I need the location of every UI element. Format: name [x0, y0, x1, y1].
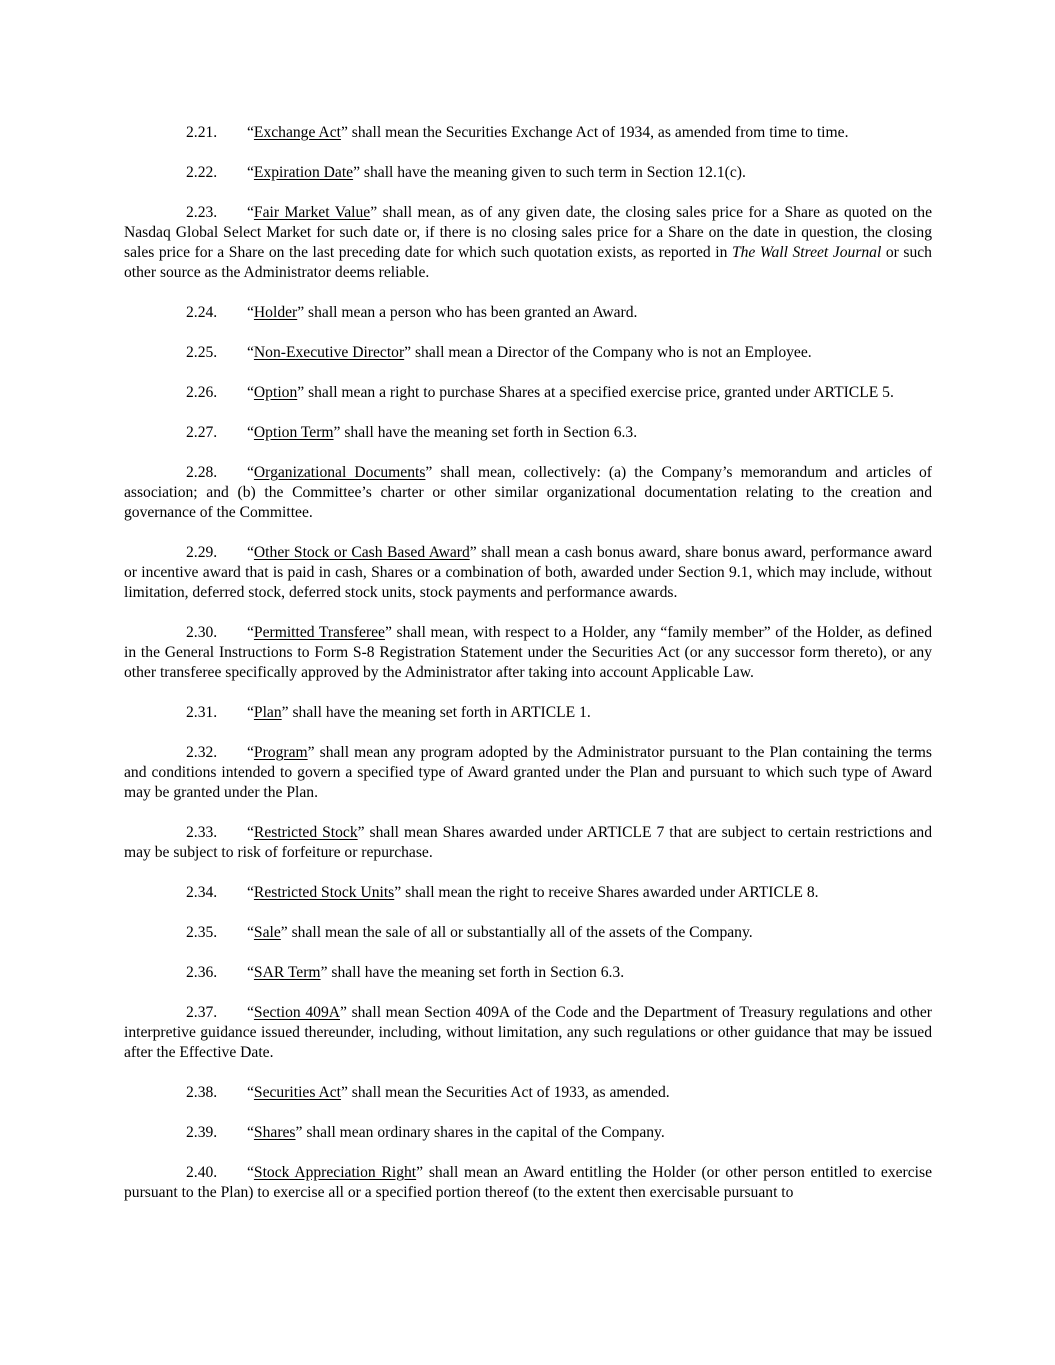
definition-text: ” shall mean, as of any given date, the closing sales price for a Share as quoted on the Nasdaq Global Select Market for such date or, if there is no closing sales price for a Share on the date in question, the closing sales price for a Share on the last preceding date for which such quotation exists, as reported in [124, 204, 932, 261]
definition-2-34: 2.34. “Restricted Stock Units” shall mean the right to receive Shares awarded under ARTICLE 8. [186, 884, 819, 901]
definition-2-24: 2.24. “Holder” shall mean a person who has been granted an Award. [186, 304, 638, 321]
definition-2-31: 2.31. “Plan” shall have the meaning set forth in ARTICLE 1. [186, 704, 591, 721]
section-number: 2.29. [186, 544, 218, 561]
defined-term: Restricted Stock Units [253, 884, 395, 901]
definition-text: ” shall mean Shares awarded under ARTICLE 7 that are subject to certain restrictions and may be subject to risk of forfeiture or repurchase. [124, 824, 932, 861]
definition-text: ” shall have the meaning set forth in Section 6.3. [320, 964, 625, 981]
definition-2-21: 2.21. “Exchange Act” shall mean the Securities Exchange Act of 1934, as amended from time to time. [186, 124, 849, 141]
document-page [124, 123, 932, 1223]
defined-term: Shares [253, 1124, 296, 1141]
definition-2-32: 2.32. “Program” shall mean any program adopted by the Administrator pursuant to the Plan containing the terms and conditions intended to govern a specified type of Award granted under the Plan and pursuant to which such type of Award may be granted under the Plan. [124, 744, 932, 801]
defined-term: Sale [253, 924, 281, 941]
section-number: 2.30. [186, 624, 218, 641]
defined-term: Other Stock or Cash Based Award [253, 544, 470, 561]
definition-2-37: 2.37. “Section 409A” shall mean Section 409A of the Code and the Department of Treasury regulations and other interpretive guidance issued thereunder, including, without limitation, any such regulations or other guidance that may be issued after the Effective Date. [124, 1004, 932, 1061]
definition-text: ” shall mean, with respect to a Holder, any “family member” of the Holder, as defined in the General Instructions to Form S-8 Registration Statement under the Securities Act (or any successor form thereto), or any other transferee specifically approved by the Administrator after taking into account Applicable Law. [124, 624, 932, 681]
defined-term: Fair Market Value [253, 204, 371, 221]
definition-text: ” shall have the meaning set forth in ARTICLE 1. [281, 704, 591, 721]
defined-term: Program [253, 744, 308, 761]
defined-term: Option [253, 384, 298, 401]
definition-2-33: 2.33. “Restricted Stock” shall mean Shares awarded under ARTICLE 7 that are subject to certain restrictions and may be subject to risk of forfeiture or repurchase. [124, 824, 932, 861]
definition-2-29: 2.29. “Other Stock or Cash Based Award” shall mean a cash bonus award, share bonus award, performance award or incentive award that is paid in cash, Shares or a combination of both, awarded under Section 9.1, which may include, without limitation, deferred stock, deferred stock units, stock payments and performance awards. [124, 544, 932, 601]
defined-term: Option Term [253, 424, 334, 441]
defined-term: Expiration Date [253, 164, 354, 181]
definition-text: ” shall mean Section 409A of the Code and the Department of Treasury regulations and other interpretive guidance issued thereunder, including, without limitation, any such regulations or other guidance that may be issued after the Effective Date. [124, 1004, 932, 1061]
definition-text: ” shall mean the Securities Act of 1933, as amended. [340, 1084, 670, 1101]
section-number: 2.26. [186, 384, 218, 401]
definition-2-22: 2.22. “Expiration Date” shall have the meaning given to such term in Section 12.1(c). [186, 164, 746, 181]
defined-term: Permitted Transferee [253, 624, 385, 641]
section-number: 2.34. [186, 884, 218, 901]
section-number: 2.23. [186, 204, 218, 221]
section-number: 2.21. [186, 124, 218, 141]
definition-text-continued: or such other source as the Administrator deems reliable. [124, 244, 932, 281]
publication-title: The Wall Street Journal [731, 244, 882, 261]
definition-2-26: 2.26. “Option” shall mean a right to purchase Shares at a specified exercise price, granted under ARTICLE 5. [186, 384, 894, 401]
definition-text: ” shall have the meaning set forth in Section 6.3. [333, 424, 638, 441]
section-number: 2.24. [186, 304, 218, 321]
section-number: 2.35. [186, 924, 218, 941]
definition-text: ” shall mean the Securities Exchange Act of 1934, as amended from time to time. [340, 124, 849, 141]
definition-2-30: 2.30. “Permitted Transferee” shall mean, with respect to a Holder, any “family member” of the Holder, as defined in the General Instructions to Form S-8 Registration Statement under the Securities Act (or any successor form thereto), or any other transferee specifically approved by the Administrator after taking into account Applicable Law. [124, 624, 932, 681]
definition-text: ” shall mean the sale of all or substantially all of the assets of the Company. [280, 924, 753, 941]
section-number: 2.37. [186, 1004, 218, 1021]
definition-2-39: 2.39. “Shares” shall mean ordinary shares in the capital of the Company. [186, 1124, 665, 1141]
section-number: 2.40. [186, 1164, 218, 1181]
definition-2-38: 2.38. “Securities Act” shall mean the Securities Act of 1933, as amended. [186, 1084, 670, 1101]
definition-2-35: 2.35. “Sale” shall mean the sale of all or substantially all of the assets of the Company. [186, 924, 753, 941]
section-number: 2.32. [186, 744, 218, 761]
section-number: 2.39. [186, 1124, 218, 1141]
section-number: 2.36. [186, 964, 218, 981]
definition-2-27: 2.27. “Option Term” shall have the meaning set forth in Section 6.3. [186, 424, 638, 441]
definition-text: ” shall mean a cash bonus award, share bonus award, performance award or incentive award that is paid in cash, Shares or a combination of both, awarded under Section 9.1, which may include, without limitation, deferred stock, deferred stock units, stock payments and performance awards. [124, 544, 932, 601]
definition-text: ” shall mean ordinary shares in the capital of the Company. [295, 1124, 665, 1141]
definition-text: ” shall mean an Award entitling the Holder (or other person entitled to exercise pursuant to the Plan) to exercise all or a specified portion thereof (to the extent then exercisable pursuant to [124, 1164, 932, 1201]
defined-term: Organizational Documents [253, 464, 426, 481]
section-number: 2.22. [186, 164, 218, 181]
defined-term: Securities Act [253, 1084, 341, 1101]
defined-term: Plan [253, 704, 282, 721]
section-number: 2.28. [186, 464, 218, 481]
defined-term: SAR Term [253, 964, 321, 981]
defined-term: Stock Appreciation Right [253, 1164, 417, 1181]
definition-2-23: 2.23. “Fair Market Value” shall mean, as of any given date, the closing sales price for a Share as quoted on the Nasdaq Global Select Market for such date or, if there is no closing sales price for a Share on the date in question, the closing sales price for a Share on the last preceding date for which such quotation exists, as reported in The Wall Street Journal or such other source as the Administrator deems reliable. [124, 204, 932, 281]
defined-term: Non-Executive Director [253, 344, 405, 361]
defined-term: Section 409A [253, 1004, 340, 1021]
section-number: 2.33. [186, 824, 218, 841]
section-number: 2.31. [186, 704, 218, 721]
definition-text: ” shall mean the right to receive Shares awarded under ARTICLE 8. [394, 884, 819, 901]
definition-2-40: 2.40. “Stock Appreciation Right” shall mean an Award entitling the Holder (or other person entitled to exercise pursuant to the Plan) to exercise all or a specified portion thereof (to the extent then exercisable pursuant to [124, 1164, 932, 1201]
definition-text: ” shall mean a person who has been granted an Award. [297, 304, 638, 321]
defined-term: Holder [253, 304, 298, 321]
definition-2-25: 2.25. “Non-Executive Director” shall mean a Director of the Company who is not an Employee. [186, 344, 812, 361]
definition-2-28: 2.28. “Organizational Documents” shall mean, collectively: (a) the Company’s memorandum and articles of association; and (b) the Committee’s charter or other similar organizational documentation relating to the creation and governance of the Committee. [124, 464, 932, 521]
definition-2-36: 2.36. “SAR Term” shall have the meaning set forth in Section 6.3. [186, 964, 625, 981]
definition-text: ” shall mean a right to purchase Shares at a specified exercise price, granted under ARTICLE 5. [297, 384, 894, 401]
definition-text: ” shall have the meaning given to such term in Section 12.1(c). [353, 164, 746, 181]
defined-term: Exchange Act [253, 124, 341, 141]
definition-text: ” shall mean a Director of the Company who is not an Employee. [404, 344, 812, 361]
defined-term: Restricted Stock [253, 824, 358, 841]
section-number: 2.25. [186, 344, 218, 361]
section-number: 2.38. [186, 1084, 218, 1101]
section-number: 2.27. [186, 424, 218, 441]
definition-text: ” shall mean, collectively: (a) the Company’s memorandum and articles of association; and (b) the Committee’s charter or other similar organizational documentation relating to the creation and governance of the Committee. [124, 464, 932, 521]
definition-text: ” shall mean any program adopted by the Administrator pursuant to the Plan containing the terms and conditions intended to govern a specified type of Award granted under the Plan and pursuant to which such type of Award may be granted under the Plan. [124, 744, 932, 801]
